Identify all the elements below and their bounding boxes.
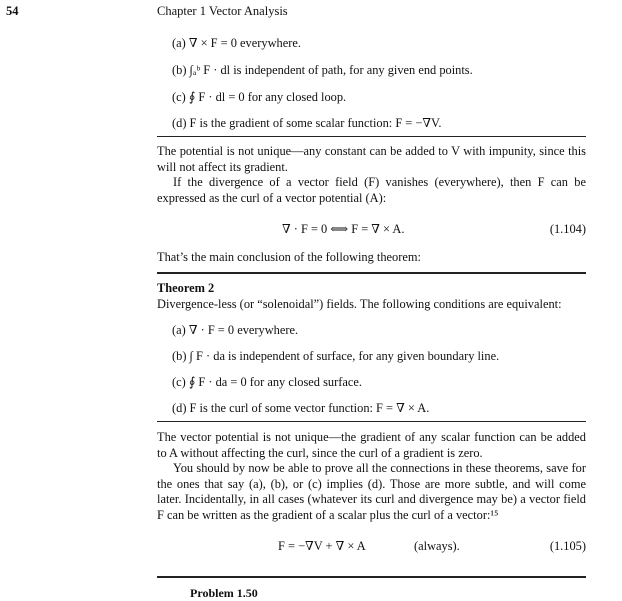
curl-condition-b: (b) ∫ₐᵇ F · dl is independent of path, for any given end points.: [172, 63, 473, 77]
vector-potential-paragraph: [157, 430, 586, 523]
running-head: Chapter 1 Vector Analysis: [157, 4, 288, 18]
vector-potential-text: The vector potential is not unique—the gradient of any scalar function can be added to A without affecting the curl, since the curl of a gradient is zero.: [157, 430, 586, 460]
div-condition-a: (a) ∇ · F = 0 everywhere.: [172, 323, 299, 337]
problem-label: Problem 1.50: [190, 586, 258, 600]
div-condition-d: (d) F is the curl of some vector function: F = ∇ × A.: [172, 401, 430, 415]
theorem1-bottom-rule: [157, 136, 586, 137]
theorem2-title: Theorem 2: [157, 281, 215, 295]
potential-text: The potential is not unique—any constant can be added to V with impunity, since this will not affect its gradient.: [157, 144, 586, 174]
connections-text: You should by now be able to prove all the connections in these theorems, save for the ones that say (a), (b), or (c) implies (d). Those are more subtle, and will come later. Incidentally, in all cases (whatever its curl and divergence may be) a vector field F can be written as the gradient of a scalar plus the curl of a vector:¹⁵: [157, 461, 586, 522]
curl-condition-c: (c) ∮ F · dl = 0 for any closed loop.: [172, 90, 347, 104]
div-condition-b: (b) ∫ F · da is independent of surface, for any given boundary line.: [172, 349, 500, 363]
theorem2-subtitle: Divergence-less (or “solenoidal”) fields. The following conditions are equivalent:: [157, 297, 562, 311]
divergence-text: If the divergence of a vector field (F) vanishes (everywhere), then F can be expressed as the curl of a vector potential (A):: [157, 175, 586, 205]
equation-1105-note: (always).: [414, 539, 460, 553]
theorem2-top-rule: [157, 272, 586, 274]
equation-1105-number: (1.105): [549, 539, 586, 553]
equation-1104: ∇ · F = 0 ⟺ F = ∇ × A.: [282, 222, 405, 236]
conclusion-text: That’s the main conclusion of the following theorem:: [157, 250, 421, 264]
div-condition-c: (c) ∮ F · da = 0 for any closed surface.: [172, 375, 362, 389]
equation-1104-number: (1.104): [549, 222, 586, 236]
potential-paragraph: [157, 144, 586, 206]
problem-top-rule: [157, 576, 586, 578]
equation-1105: F = −∇V + ∇ × A: [278, 539, 366, 553]
curl-condition-a: (a) ∇ × F = 0 everywhere.: [172, 36, 301, 50]
theorem2-bottom-rule: [157, 421, 586, 422]
page-number: 54: [6, 4, 19, 18]
curl-condition-d: (d) F is the gradient of some scalar function: F = −∇V.: [172, 116, 442, 130]
